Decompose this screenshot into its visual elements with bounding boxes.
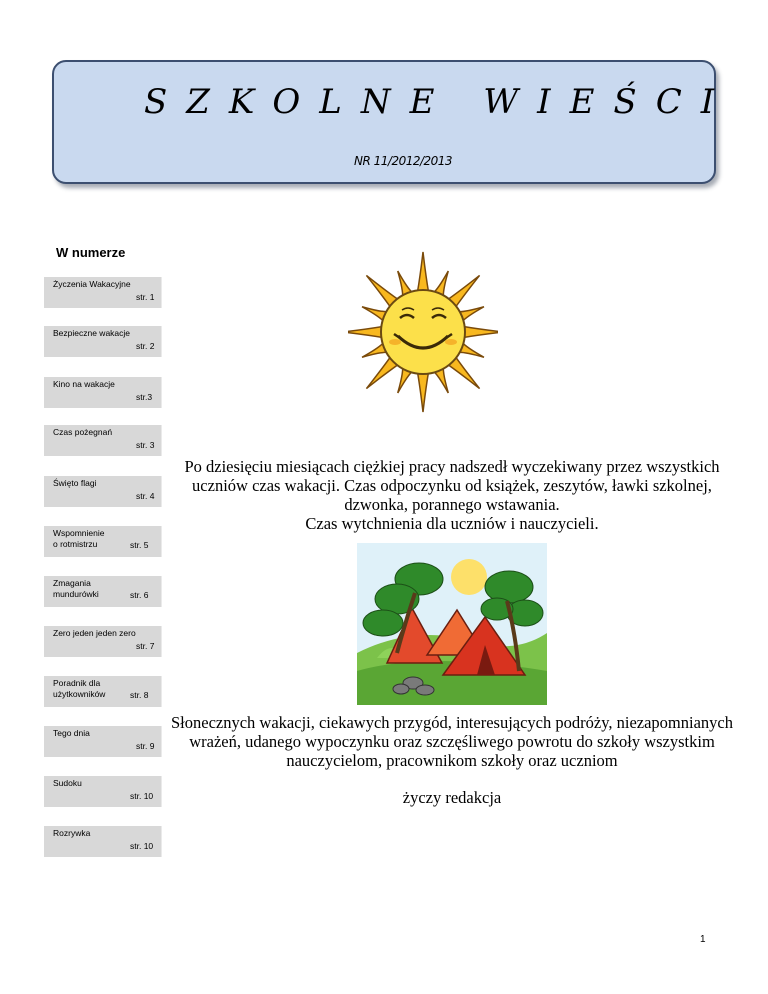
toc-item-label: Święto flagi — [53, 478, 97, 488]
signature: życzy redakcja — [402, 788, 502, 807]
toc-item-page: str. 2 — [136, 341, 155, 351]
toc-item-page: str. 10 — [130, 791, 154, 801]
toc-item[interactable] — [44, 425, 162, 456]
toc-item-label: Tego dnia — [53, 728, 90, 738]
wishes-paragraph: Słonecznych wakacji, ciekawych przygód, interesujących podróży, niezapomnianych wrażeń, udanego wypoczynku oraz szczęśliwego powrotu do szkoły wszystkim nauczycielom, pracownikom szkoły oraz uczniom — [171, 713, 733, 770]
toc-item[interactable] — [44, 626, 162, 657]
toc-item-page: str. 7 — [136, 641, 155, 651]
camping-illustration — [357, 543, 547, 705]
toc-item[interactable] — [44, 326, 162, 357]
toc-item-page: str. 3 — [136, 440, 155, 450]
toc-item[interactable] — [44, 826, 162, 857]
sun-illustration — [348, 240, 498, 420]
sun-ray — [417, 372, 428, 412]
toc-item[interactable] — [44, 576, 162, 607]
toc-item[interactable] — [44, 726, 162, 757]
sun-ray — [463, 326, 498, 337]
newsletter-title: SZKOLNE WIEŚCI — [144, 82, 734, 122]
sun-ray — [417, 252, 428, 292]
toc-item-label: Czas pożegnań — [53, 427, 113, 437]
toc-item-page: str. 9 — [136, 741, 155, 751]
toc-item[interactable] — [44, 776, 162, 807]
sun-ray — [348, 326, 383, 337]
newsletter-header — [52, 60, 734, 184]
toc-item-page: str. 4 — [136, 491, 155, 501]
issue-number: NR 11/2012/2013 — [354, 154, 453, 168]
toc-item[interactable] — [44, 377, 162, 408]
toc-item-label: Poradnik dla użytkowników — [53, 678, 106, 699]
toc-item-label: Rozrywka — [53, 828, 91, 838]
toc-item[interactable] — [44, 476, 162, 507]
toc-item-label: Wspomnienie o rotmistrzu — [53, 528, 105, 549]
toc-item-page: str.3 — [136, 392, 153, 402]
toc-item-label: Zero jeden jeden zero — [53, 628, 136, 638]
toc-item-page: str. 10 — [130, 841, 154, 851]
toc-item[interactable] — [44, 676, 162, 707]
toc-item[interactable] — [44, 277, 162, 308]
page-number: 1 — [700, 934, 706, 945]
toc-item-page: str. 1 — [136, 292, 155, 302]
toc-item-label: Bezpieczne wakacje — [53, 328, 131, 338]
toc-item-page: str. 8 — [130, 690, 149, 700]
toc-item[interactable] — [44, 526, 162, 557]
toc-item-page: str. 6 — [130, 590, 149, 600]
toc-item-page: str. 5 — [130, 540, 149, 550]
toc-item-label: Kino na wakacje — [53, 379, 115, 389]
sidebar-heading: W numerze — [56, 245, 126, 260]
toc-item-label: Zmagania mundurówki — [53, 578, 99, 599]
toc-item-label: Życzenia Wakacyjne — [53, 279, 131, 289]
toc-item-label: Sudoku — [53, 778, 82, 788]
intro-paragraph: Po dziesięciu miesiącach ciężkiej pracy nadszedł wyczekiwany przez wszystkich uczniów czas wakacji. Czas odpoczynku od książek, zeszytów, ławki szkolnej, dzwonka, porannego wstawania. Czas wytchnienia dla uczniów i nauczycieli. — [184, 457, 720, 533]
